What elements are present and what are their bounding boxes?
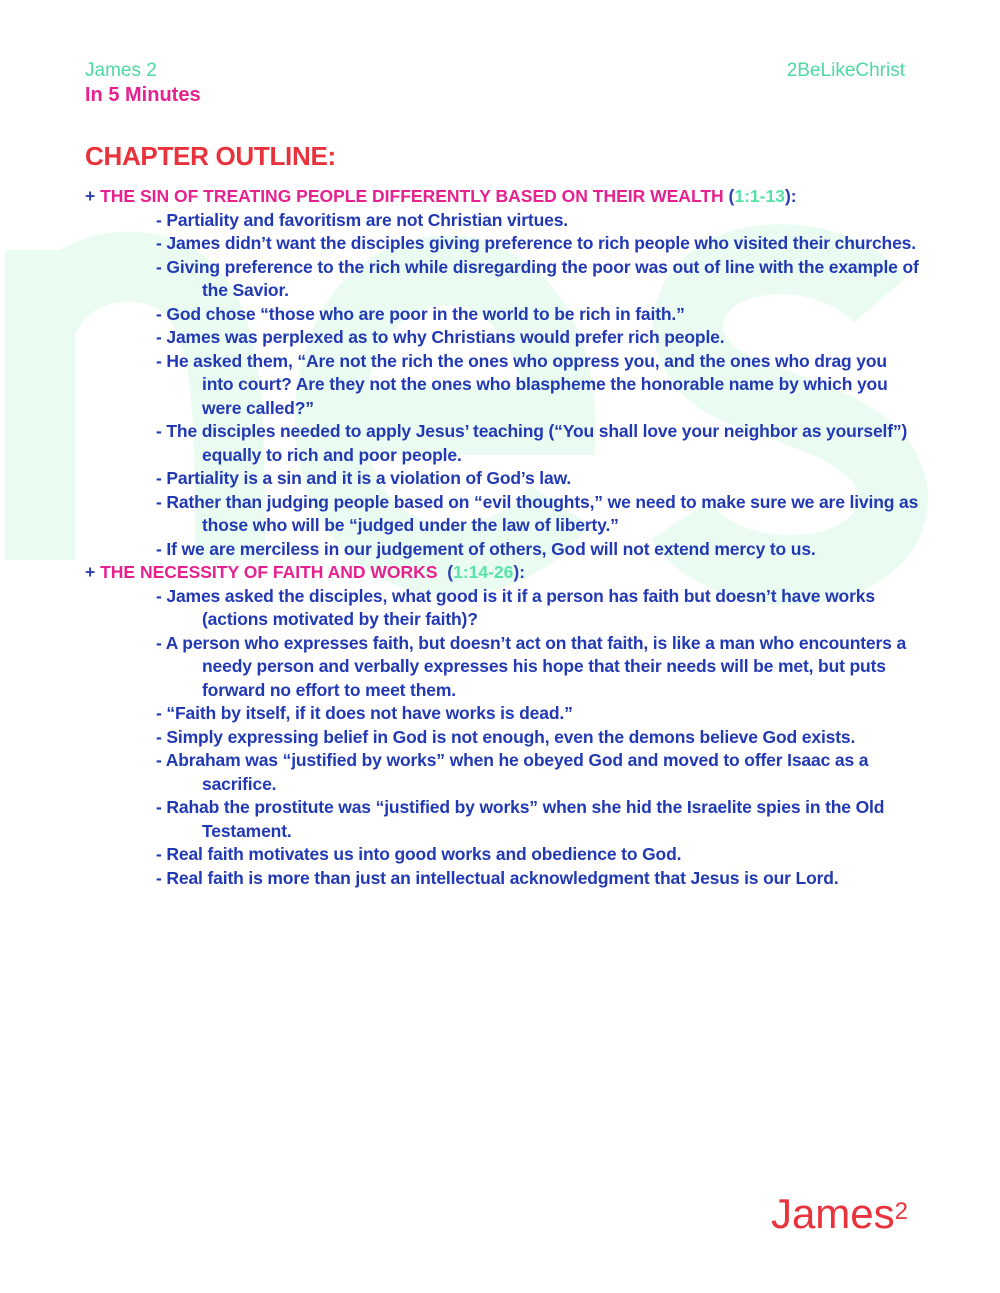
paren-open: ( xyxy=(723,186,735,206)
section-title: THE SIN OF TREATING PEOPLE DIFFERENTLY BASED ON THEIR WEALTH xyxy=(100,186,724,206)
paren-close: ): xyxy=(784,186,797,206)
scripture-reference: 1:1-13 xyxy=(734,186,785,206)
section-marker: + xyxy=(85,562,96,582)
paren-open: ( xyxy=(437,562,454,582)
bullet-item: - Partiality is a sin and it is a violation of God’s law. xyxy=(156,468,572,488)
bullet-item: - If we are merciless in our judgement of others, God will not extend mercy to us. xyxy=(156,538,816,559)
section-marker: + xyxy=(85,186,96,206)
outline-section xyxy=(85,185,920,561)
chapter-outline-title: CHAPTER OUTLINE: xyxy=(85,141,336,171)
bullet-item: - Simply expressing belief in God is not enough, even the demons believe God exists. xyxy=(156,726,856,747)
bullet-item: - Giving preference to the rich while disregarding the poor was out of line with the example of the Savior. xyxy=(156,256,919,300)
bullet-list xyxy=(85,209,920,562)
header-left xyxy=(85,59,201,107)
footer-logo xyxy=(771,1190,908,1238)
bullet-item: - James was perplexed as to why Christians would prefer rich people. xyxy=(156,327,725,347)
outline-section xyxy=(85,561,920,890)
section-heading xyxy=(85,185,920,209)
document-title: James 2 xyxy=(85,60,157,81)
header-brand: 2BeLikeChrist xyxy=(786,60,905,81)
bullet-item: - Partiality and favoritism are not Christian virtues. xyxy=(156,209,569,230)
outline-sections xyxy=(85,185,920,890)
document-subtitle: In 5 Minutes xyxy=(85,84,201,106)
bullet-item: - Rather than judging people based on “evil thoughts,” we need to make sure we are living as those who will be “judged under the law of liberty.” xyxy=(156,491,919,535)
bullet-item: - The disciples needed to apply Jesus’ teaching (“You shall love your neighbor as yourself”) equally to rich and poor people. xyxy=(156,421,908,465)
bullet-item: - Real faith motivates us into good works and obedience to God. xyxy=(156,844,682,864)
bullet-item: - Real faith is more than just an intellectual acknowledgment that Jesus is our Lord. xyxy=(156,867,839,888)
bullet-item: - He asked them, “Are not the rich the ones who oppress you, and the ones who drag you into court? Are they not the ones who blaspheme the honorable name by which you were called?” xyxy=(156,350,888,418)
bullet-list xyxy=(85,585,920,891)
bullet-item: - James didn’t want the disciples giving preference to rich people who visited their churches. xyxy=(156,233,916,253)
section-title: THE NECESSITY OF FAITH AND WORKS xyxy=(100,562,438,582)
section-heading xyxy=(85,561,920,585)
bullet-item: - God chose “those who are poor in the world to be rich in faith.” xyxy=(156,303,685,324)
bullet-item: - James asked the disciples, what good is it if a person has faith but doesn’t have works (actions motivated by their faith)? xyxy=(156,585,875,629)
bullet-item: - Abraham was “justified by works” when he obeyed God and moved to offer Isaac as a sacrifice. xyxy=(156,750,869,794)
bullet-item: - Rahab the prostitute was “justified by works” when she hid the Israelite spies in the Old Testament. xyxy=(156,797,885,841)
scripture-reference: 1:14-26 xyxy=(453,562,514,582)
paren-close: ): xyxy=(513,562,526,582)
bullet-item: - “Faith by itself, if it does not have works is dead.” xyxy=(156,703,573,723)
footer-brand-superscript: 2 xyxy=(894,1198,908,1225)
footer-brand-text: James xyxy=(770,1190,895,1237)
bullet-item: - A person who expresses faith, but doesn’t act on that faith, is like a man who encounters a needy person and verbally expresses his hope that their needs will be met, but puts forward no effort to meet them. xyxy=(156,632,907,700)
